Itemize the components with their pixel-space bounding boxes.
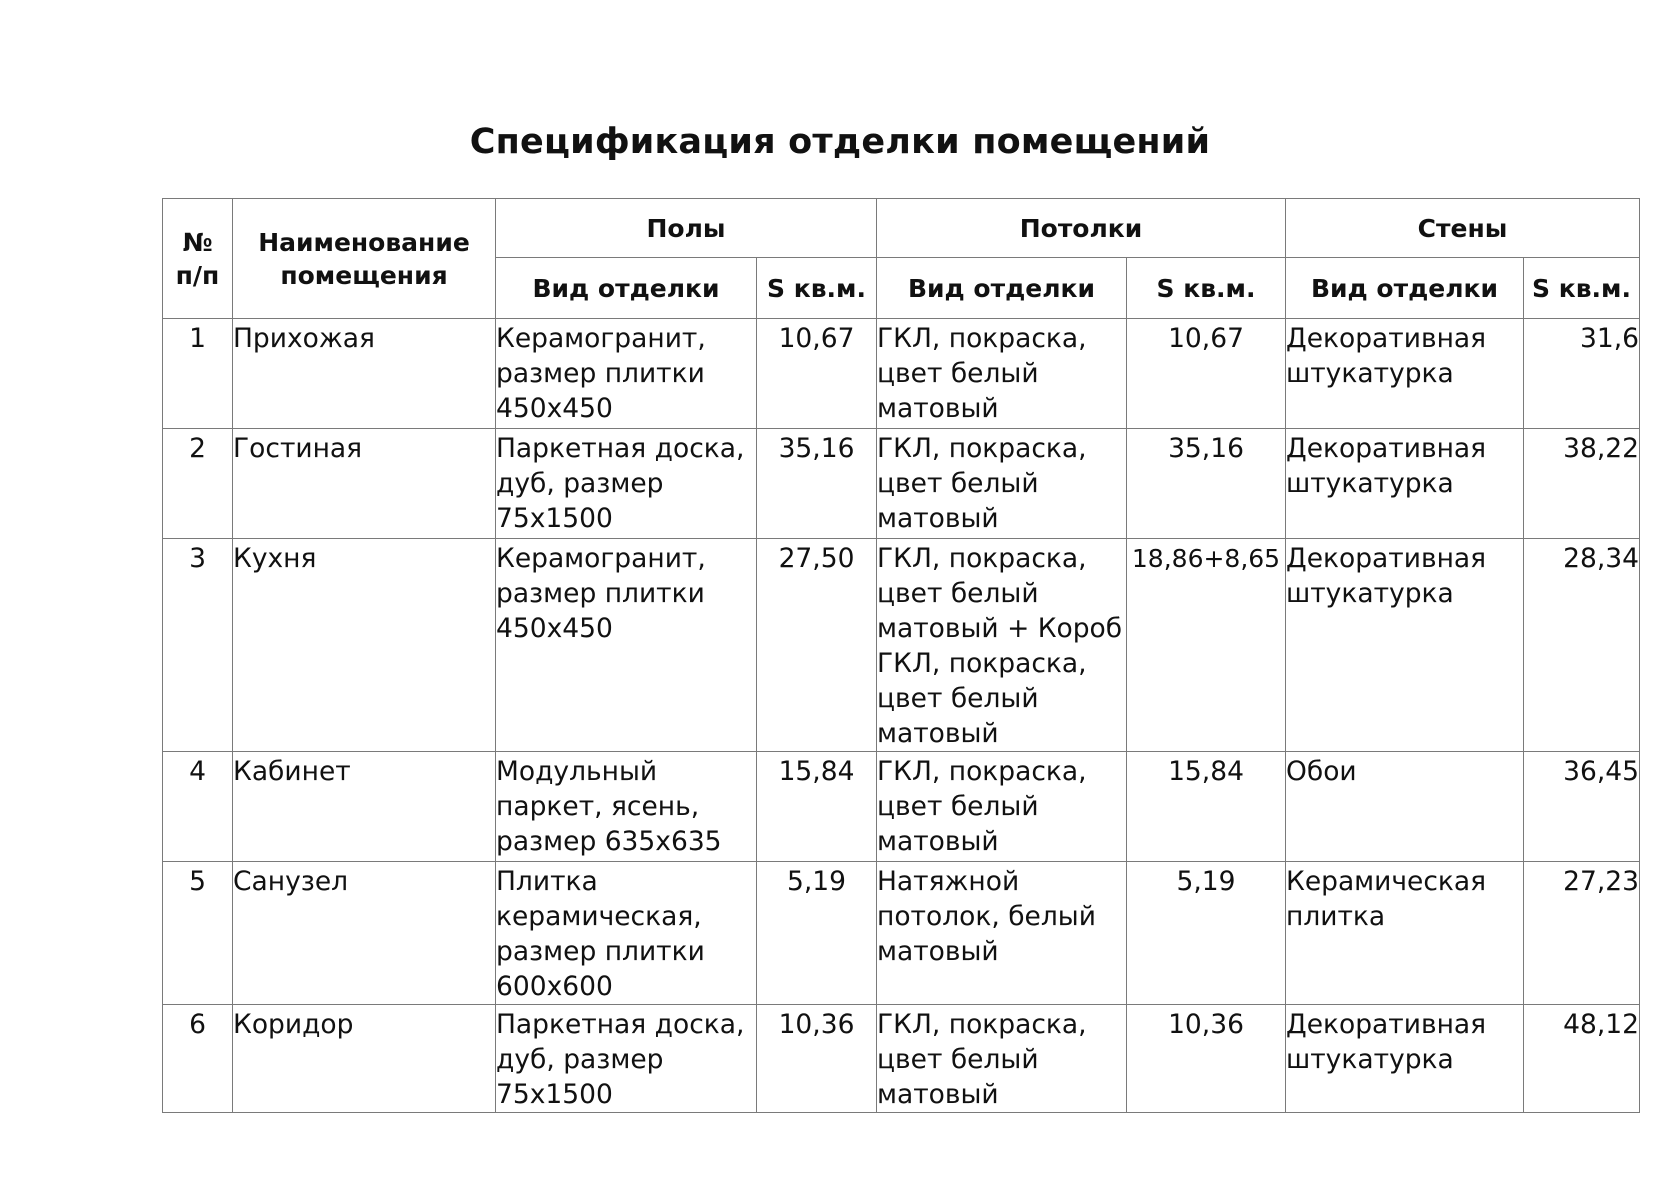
room-name: Прихожая [233,319,496,429]
ceiling-area: 15,84 [1127,752,1286,862]
room-name: Санузел [233,862,496,1005]
ceiling-area: 35,16 [1127,429,1286,539]
header-ceiling-area: S кв.м. [1127,258,1286,319]
table-row [163,319,1640,429]
row-num: 1 [163,319,233,429]
ceiling-area: 5,19 [1127,862,1286,1005]
floor-area: 10,36 [757,1005,877,1113]
floor-finish: Паркетная доска, дуб, размер 75х1500 [496,429,757,539]
header-floor-area: S кв.м. [757,258,877,319]
ceiling-finish: ГКЛ, покраска, цвет белый матовый [877,429,1127,539]
header-floor-finish: Вид отделки [496,258,757,319]
header-row-1 [163,199,1640,258]
floor-area: 10,67 [757,319,877,429]
header-num: № п/п [163,199,233,319]
table-row [163,752,1640,862]
room-name: Кабинет [233,752,496,862]
room-name: Коридор [233,1005,496,1113]
wall-area: 36,45 [1524,752,1640,862]
wall-finish: Декоративная штукатурка [1286,319,1524,429]
ceiling-finish: ГКЛ, покраска, цвет белый матовый [877,319,1127,429]
floor-finish: Керамогранит, размер плитки 450х450 [496,319,757,429]
floor-area: 27,50 [757,539,877,752]
floor-finish: Плитка керамическая, размер плитки 600х600 [496,862,757,1005]
row-num: 4 [163,752,233,862]
wall-finish: Обои [1286,752,1524,862]
wall-finish: Декоративная штукатурка [1286,429,1524,539]
finish-spec-table [162,198,1640,1113]
ceiling-finish: ГКЛ, покраска, цвет белый матовый + Короб ГКЛ, покраска, цвет белый матовый [877,539,1127,752]
floor-area: 35,16 [757,429,877,539]
header-wall-finish: Вид отделки [1286,258,1524,319]
wall-area: 48,12 [1524,1005,1640,1113]
wall-finish: Керамическая плитка [1286,862,1524,1005]
ceiling-finish: Натяжной потолок, белый матовый [877,862,1127,1005]
ceiling-area: 10,36 [1127,1005,1286,1113]
table-row [163,539,1640,752]
room-name: Гостиная [233,429,496,539]
header-wall-area: S кв.м. [1524,258,1640,319]
floor-area: 15,84 [757,752,877,862]
room-name: Кухня [233,539,496,752]
wall-area: 28,34 [1524,539,1640,752]
floor-finish: Керамогранит, размер плитки 450х450 [496,539,757,752]
table-row [163,862,1640,1005]
ceiling-area: 18,86+8,65 [1127,539,1286,752]
floor-finish: Модульный паркет, ясень, размер 635х635 [496,752,757,862]
ceiling-finish: ГКЛ, покраска, цвет белый матовый [877,752,1127,862]
wall-finish: Декоративная штукатурка [1286,539,1524,752]
wall-area: 27,23 [1524,862,1640,1005]
row-num: 6 [163,1005,233,1113]
page-title: Спецификация отделки помещений [469,122,1211,162]
table-row [163,1005,1640,1113]
header-room-name: Наименование помещения [233,199,496,319]
wall-area: 38,22 [1524,429,1640,539]
ceiling-finish: ГКЛ, покраска, цвет белый матовый [877,1005,1127,1113]
table-row [163,429,1640,539]
row-num: 2 [163,429,233,539]
floor-area: 5,19 [757,862,877,1005]
header-ceiling-finish: Вид отделки [877,258,1127,319]
ceiling-area: 10,67 [1127,319,1286,429]
header-ceilings: Потолки [877,199,1286,258]
wall-finish: Декоративная штукатурка [1286,1005,1524,1113]
header-walls: Стены [1286,199,1640,258]
header-floors: Полы [496,199,877,258]
wall-area: 31,6 [1524,319,1640,429]
floor-finish: Паркетная доска, дуб, размер 75х1500 [496,1005,757,1113]
row-num: 3 [163,539,233,752]
row-num: 5 [163,862,233,1005]
